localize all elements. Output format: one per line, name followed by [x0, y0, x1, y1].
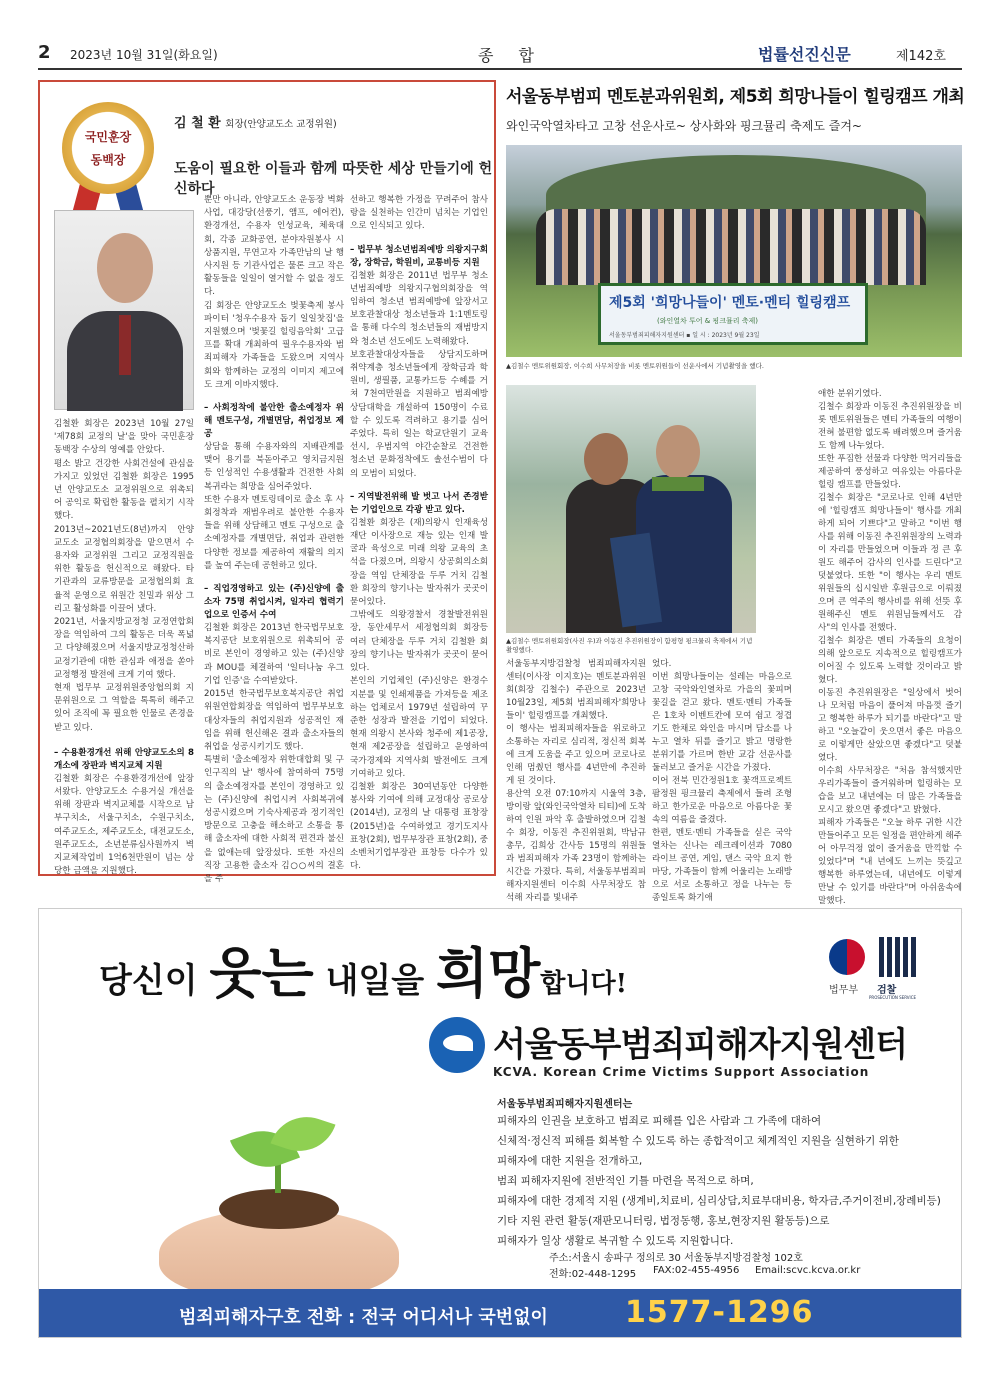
- group-photo: [506, 145, 962, 357]
- paragraph: 2013년~2021년도(8년)까지 안양교도소 교정협의회장을 맡으면서 수용자와 교정위원 그리고 교정직원을 위한 활동을 헌신적으로 해왔다. 타 기관과의 교류방문을 교정협의회 효율적 운영으로 위원간 친밀과 위상 그리고 활성화를 이끌어 냈다.: [54, 524, 194, 614]
- paragraph: 서울동부지방검찰청 범죄피해자지원센터(이사장 이지호)는 멘토분과위원회(회장 김철수) 주관으로 2023년 10월23일, 제5회 범죄피해자'희망나들이' 힐링캠프를 개최했다.: [506, 659, 646, 721]
- camp-column-1: [506, 658, 646, 905]
- photo-face: [97, 233, 153, 303]
- photo-tie: [119, 315, 131, 375]
- center-intro-line: 피해자에 대한 지원을 전개하고,: [497, 1155, 643, 1167]
- paragraph: 또한 푸짐한 선물과 다양한 먹거리들을 제공하여 풍성하고 여유있는 아름다운 힐링 캠프를 만들었다.: [818, 454, 962, 490]
- center-name: 서울동부범죄피해자지원센터: [493, 1025, 907, 1065]
- paragraph: 현재 법무부 교정위원중앙협의회 지문위원으로 그 역할을 톡톡히 해주고 있어 조직에 꼭 필요한 인물로 존경을 받고 있다.: [54, 683, 194, 733]
- paragraph: 김철환 회장은 수용환경개선에 앞장서왔다. 안양교도소 수용거실 개선을 위해 장판과 벽지교체를 시작으로 남부구치소, 서울구치소, 수원구치소, 여주교도소, 제주교도소, 대전교도소, 원주교도소, 소년분류심사원까지 벽지교체작업비 1억6천만원이 넘는 상당한 금액을 지원했다.: [54, 773, 194, 877]
- paragraph: 피해자 가족들은 "오늘 하루 귀한 시간 만들어주고 모든 일정을 편안하게 해주어 아무걱정 없이 즐거움을 만끽할 수 있었다"며 "내 년에도 느끼는 뜻깊고 행복한 하루였는데, 내년에도 이렇게 만날 수 있기를 바란다"며 아쉬움속에 말했다.: [818, 818, 962, 906]
- two-men-photo: [506, 385, 756, 633]
- paragraph: 김철수 회장은 멘티 가족들의 요청이 의해 앞으로도 지속적으로 힐링캠프가 이어질 수 있도록 노력할 것이라고 밝혔다.: [818, 636, 962, 685]
- photo-man-left-face: [584, 433, 628, 485]
- newspaper-logo: 법률선진신문: [758, 45, 851, 64]
- prosecution-name: 검찰: [877, 985, 897, 996]
- center-email: Email:scvc.kcva.or.kr: [755, 1265, 861, 1276]
- profile-article: [38, 80, 496, 884]
- paragraph: 2021년, 서울지방교정청 교정연합회장을 역임하여 그의 활동은 더욱 폭넓고 다양해졌으며 서울지방교정청산하 교정기관에 대한 관심과 애정을 쏟아 교정행정 발전에 크게 기여 했다.: [54, 617, 194, 680]
- photo-scarf: [652, 477, 704, 491]
- paragraph: 이 행사는 범죄피해자들을 위로하고 소통하는 자리로 심리적, 정신적 회복에 크게 도움을 주고 있으며 코로나로 인해 멈췄던 행사를 4년만에 추진하게 된 것이다.: [506, 724, 646, 786]
- article-column-3: [350, 194, 488, 873]
- camp-column-2: [652, 658, 792, 905]
- photo-caption: ▲김철수 멘토위원회장, 이수희 사무처장을 비롯 멘토위원들이 선운사에서 기념촬영을 했다.: [506, 362, 764, 370]
- paragraph: 보호관찰대상자들을 상담지도하며 취약계층 청소년들에게 장학금과 학원비, 생필품, 교통카드등 수혜를 거쳐 7천여만원을 지원하고 범죄예방 상담대학을 개설하여 150명이 수료할 수 있도록 격려하고 용기를 심어주었다. 특히 일는 학교단원기 교육선시, 우범지역 야간순찰로 건전한 청소년 문화정착에도 솔선수범이 다의 모범이 되었다.: [350, 349, 488, 479]
- center-intro-heading: 서울동부범죄피해자지원센터는: [497, 1099, 633, 1110]
- subheading: – 지역발전위해 발 벗고 나서 존경받는 기업인으로 각광 받고 있다.: [350, 491, 488, 515]
- paragraph: 었다.: [652, 659, 672, 669]
- center-intro-line: 피해자가 일상 생활로 복귀할 수 있도록 지원합니다.: [497, 1235, 734, 1247]
- article-column-2: [204, 194, 344, 886]
- banner-organizer: 서울동부범죄피해자지원센터 ▪ 일 시 : 2023년 9월 23일: [609, 332, 760, 339]
- paragraph: 한편, 멘토·멘티 가족들을 싣은 국악열차는 신나는 레크레이션과 7080 라이브 공연, 게임, 댄스 국악 요지 한 마당, 가족들이 함께 어울리는 노래방으로 서로 소통하고 정을 나누는 등 종일토록 화기애: [652, 828, 792, 903]
- profile-name: 김 철 환 회장(안양교도소 교정위원): [174, 116, 337, 131]
- medal-icon: [62, 102, 154, 194]
- paragraph: 김철환 회장은 (재)의왕시 인재육성재단 이사장으로 재능 있는 인재 발굴과 육성으로 미래 의왕 교육의 초석을 다졌으며, 의왕시 상공회의소회장을 역임 단체장을 두루 거치 김철환 회장의 향기나는 발자취가 곳곳이 묻어있다.: [350, 517, 488, 608]
- paragraph: 이수희 사무처장은 "처음 참석했지만 우리가족들이 즐거워하며 힐링하는 모습을 보고 내년에는 더 많은 가족들을 모시고 왔으면 좋겠다"고 밝혔다.: [818, 766, 962, 815]
- subheading: – 사회정착에 불안한 출소예정자 위해 멘토구성, 개별면담, 취업정보 제공: [204, 403, 344, 440]
- banner-title: 제5회 '희망나들이' 멘토·멘티 힐링캠프: [609, 295, 851, 311]
- paragraph: 용산역 오전 07:10까지 시울역 3층, 방이랑 앞(와인국악열차 티티)에 도착하여 인원 파악 후 출발하였으며 김철수 회장, 이동진 추진위원회, 박남규 총무, 김희상 간사등 15명의 위원들과 범죄피해자 가족 23명이 함께하는 시간을 가졌다. 특히, 서울동부범죄피해자지원센터 이수희 사무처장도 참석해 자리를 빛내주: [506, 789, 646, 903]
- center-phone: 전화:02-448-1295: [549, 1269, 637, 1280]
- section-name: 종 합: [478, 46, 544, 65]
- paragraph: 이번 희망나들이는 설레는 마음으로 고창 국악와인열차로 가을의 꽃피며 꽃길을 걷고 왔다. 멘토·멘티 가족들은 1호차 이벤트칸에 모여 쉼고 정겹기도 한채로 와인을 마시며 담소를 나누고 열차 뒤를 즐기고 밝고 명랑한 분위기를 가르며 한반 교감 선운사를 둘러보고 즐거운 시간을 가졌다.: [652, 672, 792, 773]
- page-header: [38, 40, 962, 70]
- healing-camp-subheadline: 와인국악열차타고 고창 선운사로~ 상사화와 핑크뮬리 축제도 즐겨~: [506, 119, 862, 133]
- soil-shape: [219, 1189, 339, 1229]
- subheading: – 법무부 청소년범죄예방 의왕지구회장, 장학금, 학원비, 교통비등 지원: [350, 244, 488, 268]
- paragraph: 선하고 행복한 가정을 꾸려주어 참사랑을 실천하는 인간미 넘치는 기업인으로 인식되고 있다.: [350, 195, 488, 232]
- center-logo-icon: [429, 1017, 485, 1073]
- paragraph: 특별히 '출소예정자 위한대합회 및 구인구직의 날' 행사에 참여하여 75명의 출소예정자를 본인이 경영하고 있는 (주)신양에 취업시켜 사회복귀에 성공시켰으며 기숙사제공과 정기적인 방문으로 고충을 해소하고 소통을 통해 출소자에 대한 사회적 편견과 불신을 없애는데 앞장섰다. 또한 자신의 직장 고용한 출소자 김○○씨의 결혼을 주: [204, 755, 344, 884]
- issue-date: 2023년 10월 31일(화요일): [70, 48, 218, 62]
- paragraph: 이어 전북 민간정원1호 꽃객프로젝트 팜정원 핑크뮬리 축제에서 들려 조형하고 한가로운 마음으로 아름다운 꽃속의 여름을 즐겼다.: [652, 776, 792, 825]
- hotline-number: 1577-1296: [625, 1295, 814, 1330]
- paragraph: 김 회장은 안양교도소 벚꽃축제 봉사 파이터 '청우수용자 돕기 일일찻집'을 지원했으며 '벚꽃길 힐링음악회' 고급프를 확대 개최하여 필우수용자와 범죄피해자 가족들을 도왔으며 지역사회와 함께하는 교정의 이미지 제고에도 크게 이바지했다.: [204, 300, 344, 390]
- hotline-bar: [39, 1289, 962, 1338]
- paragraph: 김철환 회장은 2013년 한국법무보호복지공단 보호위원으로 위촉되어 공비로 본인이 경영하고 있는 (주)신양과 MOU를 체결하여 '일터나눔 우그기업 인증'을 수여받았다.: [204, 623, 344, 686]
- paragraph: 김철수 회장은 "코로나로 인해 4년만에 '힐링캠프 희망나들이' 행사를 개최하게 되어 기쁘다"고 말하고 "이번 행사를 위해 이동진 추진위원장의 노력과 이 자리를 만들었으며 이들과 정 큰 후원도 해주어 감사의 인사를 드린다"고 덧붙였다. 또한 "이 행사는 우리 멘토 위원들의 십시일반 후원금으로 이뤄졌으며 큰 역주의 행사비를 위해 선뜻 후원해주신 멘토 위원님들께서도 감사"의 인사를 전했다.: [818, 493, 962, 633]
- paragraph: 상담을 통해 수용자와의 지배관계를 맺어 용기를 북돋아주고 영치금지원등 인성적인 수용생활과 건전한 사회복귀라는 희망을 심어주었다.: [204, 442, 344, 492]
- center-intro-line: 피해자의 인권을 보호하고 범죄로 피해를 입은 사람과 그 가족에 대하여: [497, 1115, 822, 1127]
- medal-line-2: 동백장: [90, 153, 126, 167]
- paragraph: 애한 분위기였다.: [818, 389, 882, 399]
- hotline-label: 범죄피해자구호 전화 : 전국 어디서나 국번없이: [179, 1307, 548, 1328]
- ministry-emblem-icon: [829, 939, 865, 975]
- paragraph: 본인의 기업체인 (주)신양은 환경수지분를 및 인쇄제품을 가져등을 제조하는 업체로서 1979년 설립하여 꾸준한 성장과 발전을 기업이 되었다. 현재 의왕시 본사와 청주에 제1공장, 현재 제2공장을 설립하고 운영하여 국가경제와 지역사회 발전에도 크게 기여하고 있다.: [350, 676, 488, 779]
- prosecution-english: PROSECUTION SERVICE: [869, 995, 917, 1000]
- ministry-name: 법무부: [829, 985, 858, 996]
- seedling-in-hands-image: [139, 1109, 399, 1309]
- center-intro-line: 기타 지원 관련 활동(재판모니터링, 법정동행, 홍보,현장지원 활동등)으로: [497, 1215, 830, 1227]
- photo-man-right-face: [656, 425, 700, 479]
- center-intro-line: 피해자에 대한 경제적 지원 (생계비,치료비, 심리상담,치료부대비용, 학자금,주거이전비,장례비등): [497, 1195, 941, 1207]
- subheading: – 수용환경개선 위해 안양교도소의 8개소에 장판과 벽지교체 지원: [54, 747, 194, 771]
- paragraph: 평소 밝고 건강한 사회건설에 관심을 가지고 있었던 김철환 회장은 1995년 안양교도소 교정위원으로 위촉되어 공익로 확립한 활동을 펼치기 시작했다.: [54, 458, 194, 522]
- healing-camp-headline: 서울동부범피 멘토분과위원회, 제5회 희망나들이 힐링캠프 개최: [506, 87, 965, 107]
- prosecution-emblem-icon: [879, 937, 919, 977]
- banner-subtitle: (와인열차 투어 & 핑크뮬리 축제): [657, 317, 758, 325]
- issue-number: 제142호: [896, 49, 946, 64]
- paragraph: 또한 수용자 멘토링데이로 출소 후 사회정착과 재범우려로 불안한 수용자들을 위해 상담해고 멘토 구성으로 출소예정자를 개별면담, 취업과 관련한 다양한 정보를 제공하여 재활의 의지를 높여 주는데 공헌하고 있다.: [204, 494, 344, 571]
- article-column-1: [54, 418, 194, 879]
- photo-crowd: [536, 209, 926, 285]
- page-number: 2: [38, 42, 51, 63]
- paragraph: 그밖에도 의왕경찰서 경찰발전위원장, 동안세무서 세정협의회 회장등 여러 단체장을 두루 거치 김철환 회장의 향기나는 발자취가 곳곳이 묻어있다.: [350, 610, 488, 674]
- paragraph: 김철환 회장은 2011년 법무부 청소년범죄예방 의왕지구협의회장을 역임하여 청소년 범죄예방에 앞장서고 보호관찰대상 청소년들과 1:1멘토링을 통해 다수의 청소년들의 재범방지와 청소년 선도에도 노력해왔다.: [350, 270, 488, 347]
- article-headline: 도움이 필요한 이들과 함께 따뜻한 세상 만들기에 헌신하다: [174, 161, 493, 197]
- paragraph: 이동진 추진위원장은 "일상에서 벗어나 모처럼 마음이 풀어져 마음껏 즐기고 행복한 하루가 되기를 바란다"고 말하고 "오늘같이 웃으면서 좋은 마음으로 이렇게만 살았으면 좋겠다"고 덧붙였다.: [818, 688, 962, 763]
- subheading: – 직업경영하고 있는 (주)신양에 출소자 75명 취업시켜, 일자리 협력기업으로 인증서 수여: [204, 584, 344, 621]
- center-intro-line: 범죄 피해자지원에 전반적인 기틀 마련을 목적으로 하며,: [497, 1175, 754, 1187]
- photo-banner: [598, 283, 868, 345]
- center-intro-line: 신체적·정신적 피해를 회복할 수 있도록 하는 종합적이고 체계적인 지원을 실현하기 위한: [497, 1135, 899, 1147]
- ad-slogan: 당신이 웃는 내일을 희망합니다!: [99, 941, 628, 1005]
- center-fax: FAX:02-455-4956: [653, 1265, 740, 1276]
- center-address: 주소:서울시 송파구 정의로 30 서울동부지방검찰청 102호: [549, 1253, 803, 1264]
- victim-support-ad: [38, 908, 962, 1338]
- medal-line-1: 국민훈장: [84, 130, 132, 144]
- center-english-name: KCVA. Korean Crime Victims Support Association: [493, 1065, 870, 1079]
- photo-caption: ▲김철수 멘토위원회장(사진 우)과 이동진 추진위원장이 함평형 핑크뮬리 축제에서 기념촬영했다.: [506, 637, 753, 654]
- paragraph: 김철환 회장은 30여년동안 다양한 봉사와 기여에 의해 교정대상 공로상(2014년), 교정의 날 대통령 표창장(2015년)을 수여하였고 경기도지사 표창(2회), 법무부장관 표창(2회), 중소벤처기업부장관 표창등 다수가 있다.: [350, 781, 488, 872]
- paragraph: 김철수 회장과 이동진 추진위원장을 비롯 멘토위원들은 멘티 가족들의 여행이 전혀 불편함 없도록 배려했으며 즐거움도 함께 나누었다.: [818, 402, 962, 451]
- camp-column-3: [818, 388, 962, 921]
- profile-role: 회장(안양교도소 교정위원): [225, 119, 337, 130]
- paragraph: 2015년 한국법무보호복지공단 취업위원연합회장을 역임하여 법무부보호대상자들의 취업지원과 성공적인 재임을 위해 헌신해온 결과 출소자들의 취업을 성공시키기도 했다.: [204, 689, 344, 752]
- profile-photo: [54, 210, 194, 410]
- paragraph: 뿐만 아니라, 안양교도소 운동장 벽화사업, 대강당(선풍기, 앰프, 에어컨), 환경개선, 수용자 인성교육, 체육대회, 각종 교화공연, 분야자원봉사 시상품지원, 무연고자 가족만남의 날 행사지원 등 기관사업은 물론 크고 작은 활동들을 일일이 열거할 수 없을 정도다.: [204, 195, 344, 298]
- paragraph: 김철환 회장은 2023년 10월 27일 '제78회 교정의 날'을 맞아 국민훈장 동백장 수상의 영예를 안았다.: [54, 419, 194, 456]
